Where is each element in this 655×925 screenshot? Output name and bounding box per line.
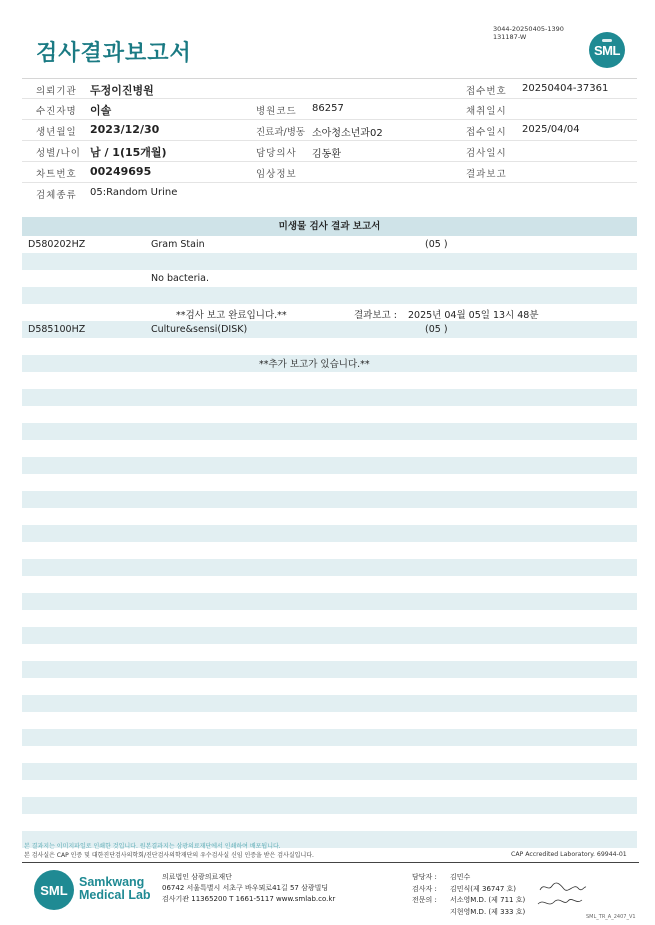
birth-label: 생년월일	[36, 127, 77, 138]
followup-note: **추가 보고가 있습니다.**	[259, 359, 370, 370]
report-label: 결과보고	[466, 169, 507, 180]
table-row-band	[22, 253, 637, 270]
table-row-band	[22, 491, 637, 508]
hospital-code-label: 병원코드	[256, 106, 297, 117]
patient-label: 수진자명	[36, 106, 77, 117]
org-contact: 검사기관 11365200 T 1661-5117 www.smlab.co.kr	[162, 895, 336, 903]
footer-note-certification: 본 검사실은 CAP 인증 및 대한진단검사의학회/진단검사의학재단의 우수검사실 신임 인증을 받은 검사실입니다.	[24, 852, 314, 859]
specialist1-value: 서소영M.D. (제 711 호)	[450, 896, 526, 904]
specialist2-value: 지현영M.D. (제 333 호)	[450, 907, 526, 916]
info-row-birth	[22, 120, 637, 141]
specialist2-row	[412, 907, 525, 919]
chart-no-label: 차트번호	[36, 169, 77, 180]
chart-no-value: 00249695	[90, 165, 152, 178]
signers-block	[412, 872, 525, 918]
table-row-band	[22, 321, 637, 338]
brand-line2: Medical Lab	[79, 888, 151, 902]
specialist-row	[412, 895, 525, 907]
institution-label: 의뢰기관	[36, 86, 77, 97]
table-row-band	[22, 559, 637, 576]
clinical-label: 임상정보	[256, 169, 297, 180]
completion-note: **검사 보고 완료입니다.**	[176, 310, 287, 321]
sex-age-value: 남 / 1(15개월)	[90, 146, 167, 159]
page-title: 검사결과보고서	[36, 41, 192, 66]
info-row-specimen	[22, 183, 637, 204]
birth-value: 2023/12/30	[90, 123, 160, 136]
document-id	[493, 25, 564, 41]
hospital-code-value: 86257	[312, 103, 344, 114]
receipt-no-label: 접수번호	[466, 86, 507, 97]
item1-name: Gram Stain	[151, 239, 205, 250]
info-row-sex-age	[22, 141, 637, 162]
manager-row	[412, 872, 525, 884]
institution-value: 두정이진병원	[90, 84, 154, 97]
info-row-patient	[22, 99, 637, 120]
table-row-band	[22, 627, 637, 644]
sml-logo-icon: SML	[589, 32, 625, 68]
cap-accreditation: CAP Accredited Laboratory. 69944-01	[511, 851, 627, 858]
receipt-date-value: 2025/04/04	[522, 124, 580, 135]
document-id-line1: 3044-20250405-1390	[493, 25, 564, 33]
table-row-band	[22, 457, 637, 474]
form-code: SML_TR_A_2407_V1	[586, 914, 636, 920]
results-section-title: 미생물 검사 결과 보고서	[22, 217, 637, 236]
dept-value: 소아청소년과02	[312, 128, 383, 139]
table-row-band	[22, 661, 637, 678]
doctor-label: 담당의사	[256, 148, 297, 159]
manager-label: 담당자 :	[412, 873, 437, 881]
brand-name	[79, 876, 151, 902]
specimen-label: 검체종류	[36, 190, 77, 201]
tester-signature-icon	[538, 880, 588, 894]
document-id-line2: 131187-W	[493, 33, 527, 41]
brand-line1: Samkwang	[79, 875, 145, 889]
tester-value: 김민식(제 36747 호)	[450, 884, 516, 893]
sex-age-label: 성별/나이	[36, 148, 81, 159]
item2-code: D585100HZ	[28, 324, 86, 335]
item1-suffix: (05 )	[425, 239, 448, 250]
tester-label: 검사자 :	[412, 884, 437, 893]
tester-row	[412, 884, 525, 896]
table-row-band	[22, 525, 637, 542]
specimen-value: 05:Random Urine	[90, 187, 178, 198]
patient-value: 이솔	[90, 104, 112, 117]
org-address-block	[162, 872, 335, 905]
item1-code: D580202HZ	[28, 239, 86, 250]
item2-suffix: (05 )	[425, 324, 448, 335]
table-row-band	[22, 287, 637, 304]
test-date-label: 검사일시	[466, 148, 507, 159]
table-row-band	[22, 593, 637, 610]
org-address: 06742 서울특별시 서초구 바우뫼로41길 57 삼광빌딩	[162, 884, 329, 892]
report-time-label: 결과보고 :	[354, 310, 397, 321]
info-row-chart	[22, 162, 637, 183]
table-row-band	[22, 423, 637, 440]
dept-label: 진료과/병동	[256, 127, 306, 138]
receipt-no-value: 20250404-37361	[522, 83, 609, 94]
item1-result: No bacteria.	[151, 273, 209, 284]
doctor-value: 김동환	[312, 149, 341, 160]
table-row-band	[22, 729, 637, 746]
table-row-band	[22, 695, 637, 712]
receipt-date-label: 접수일시	[466, 127, 507, 138]
footer-divider	[22, 862, 639, 863]
table-row-band	[22, 797, 637, 814]
footer-note-image: 본 결과지는 이미지파일로 인쇄한 것입니다. 원본결과지는 삼광의료재단에서 인쇄하여 배포됩니다.	[24, 843, 281, 850]
org-name: 의료법인 삼광의료재단	[162, 873, 232, 881]
info-row-institution	[22, 78, 637, 99]
manager-value: 김민수	[450, 873, 471, 881]
item2-name: Culture&sensi(DISK)	[151, 324, 248, 335]
table-row-band	[22, 389, 637, 406]
specialist-signature-icon	[536, 896, 584, 910]
specialist-label: 전문의 :	[412, 896, 437, 904]
report-time-value: 2025년 04월 05일 13시 48분	[408, 310, 539, 321]
footer-sml-logo-icon: SML	[34, 870, 74, 910]
table-row-band	[22, 763, 637, 780]
collect-date-label: 채취일시	[466, 106, 507, 117]
